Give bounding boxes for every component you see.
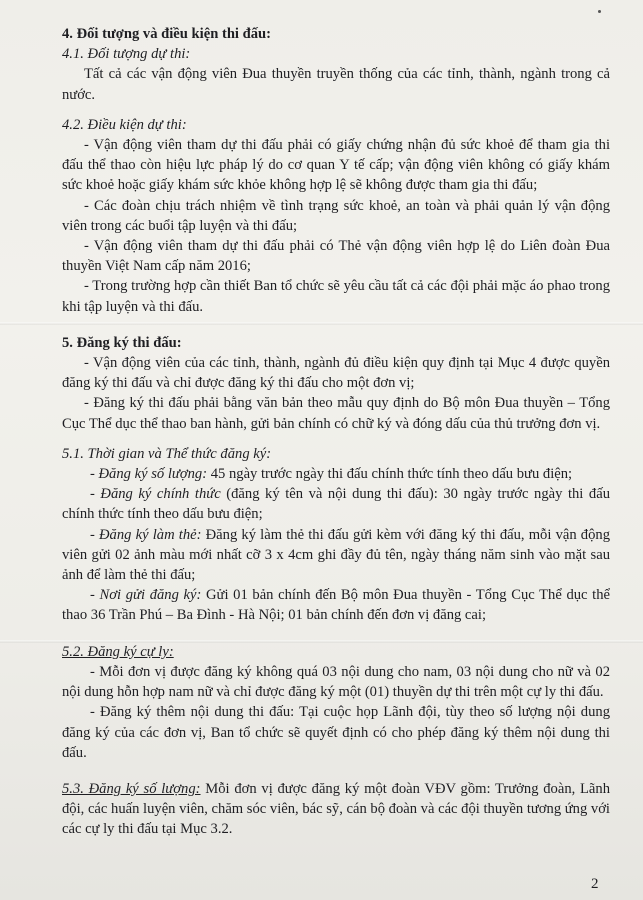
section-4-2-item: - Trong trường hợp cần thiết Ban tổ chức sẽ yêu cầu tất cả các đội phải mặc áo phao trong khi tập luyện và thi đấu. (62, 278, 610, 315)
section-5-1-label: - Nơi gửi đăng ký: (90, 587, 202, 604)
section-5-1-text: 45 ngày trước ngày thi đấu chính thức tính theo dấu bưu điện; (207, 466, 573, 483)
section-5-item: - Đăng ký thi đấu phải bằng văn bản theo mẫu quy định do Bộ môn Đua thuyền – Tổng Cục Thể dục thể thao ban hành, gửi bản chính có chữ ký và đóng dấu của thủ trưởng đơn vị. (62, 395, 610, 432)
section-4-1-text: Tất cả các vận động viên Đua thuyền truyền thống của các tỉnh, thành, ngành trong cả nước. (62, 66, 610, 103)
section-4-2-item: - Các đoàn chịu trách nhiệm về tình trạng sức khoẻ, an toàn và phải quản lý vận động viên trong các buổi tập luyện và thi đấu; (62, 197, 610, 234)
section-5-3-paragraph (62, 779, 610, 840)
section-5-heading: 5. Đăng ký thi đấu: (62, 334, 182, 351)
section-4-heading: 4. Đối tượng và điều kiện thi đấu: (62, 26, 272, 42)
section-5-2-item: - Đăng ký thêm nội dung thi đấu: Tại cuộc họp Lãnh đội, tùy theo số lượng nội dung đăng ký của các đơn vị, Ban tổ chức sẽ quyết định có cho phép đăng ký thêm nội dung thi đấu. (62, 704, 610, 761)
section-5-item: - Vận động viên của các tỉnh, thành, ngành đủ điều kiện quy định tại Mục 4 được quyền đăng ký thi đấu và chỉ được đăng ký thi đấu cho một đơn vị; (62, 355, 610, 392)
section-5-1-text: (đăng ký tên và nội dung thi đấu): 30 ngày trước ngày thi đấu chính thức tính theo dấu bưu điện; (62, 486, 610, 523)
page-number: 2 (591, 876, 599, 892)
section-5-1-item (62, 525, 610, 586)
section-5-1-label: - Đăng ký số lượng: (90, 466, 208, 483)
section-4-1-title: 4.1. Đối tượng dự thi: (62, 46, 191, 63)
section-5-1-label: - Đăng ký chính thức (90, 486, 221, 503)
section-5-2-item: - Mỗi đơn vị được đăng ký không quá 03 nội dung cho nam, 03 nội dung cho nữ và 02 nội dung hỗn hợp nam nữ và chỉ được đăng ký một (01) thuyền dự thi trên một cự ly thi đấu. (62, 663, 610, 701)
section-4-2-title: 4.2. Điều kiện dự thi: (62, 116, 187, 133)
document-body (62, 24, 610, 840)
section-5-3-text: Mỗi đơn vị được đăng ký một đoàn VĐV gồm: Trưởng đoàn, Lãnh đội, các huấn luyện viên, chăm sóc viên, bác sỹ, cán bộ đoàn và các đội thuyền tương ứng với các cự ly thi đấu tại Mục 3.2. (62, 780, 610, 838)
section-4-2-item: - Vận động viên tham dự thi đấu phải có Thẻ vận động viên hợp lệ do Liên đoàn Đua thuyền Việt Nam cấp năm 2016; (62, 238, 610, 275)
paper-speck (598, 10, 601, 13)
section-5-1-item (62, 585, 610, 625)
section-5-1-label: - Đăng ký làm thẻ: (90, 526, 202, 543)
section-5-1-text: Đăng ký làm thẻ thi đấu gửi kèm với đăng ký thi đấu, mỗi vận động viên gửi 02 ảnh màu mới nhất cỡ 3 x 4cm ghi đầy đủ tên, ngày tháng năm sinh vào mặt sau ảnh để làm thẻ thi đấu; (62, 526, 610, 584)
section-4-2-item: - Vận động viên tham dự thi đấu phải có giấy chứng nhận đủ sức khoẻ để tham gia thi đấu thể thao còn hiệu lực pháp lý do cơ quan Y tế cấp; vận động viên không có giấy khám sức khoẻ hoặc giấy khám sức khỏe không hợp lệ sẽ không được tham gia thi đấu; (62, 137, 610, 194)
section-5-1-text: Gửi 01 bản chính đến Bộ môn Đua thuyền - Tổng Cục Thể dục thể thao 36 Trần Phú – Ba Đình - Hà Nội; 01 bản chính đến đơn vị đăng cai; (62, 587, 610, 624)
section-5-1-title: 5.1. Thời gian và Thể thức đăng ký: (62, 445, 272, 462)
section-5-2-title: 5.2. Đăng ký cự ly: (62, 643, 174, 660)
section-5-3-title: 5.3. Đăng ký số lượng: (62, 780, 201, 797)
section-5-1-item (62, 484, 610, 524)
section-5-1-item (62, 464, 610, 484)
